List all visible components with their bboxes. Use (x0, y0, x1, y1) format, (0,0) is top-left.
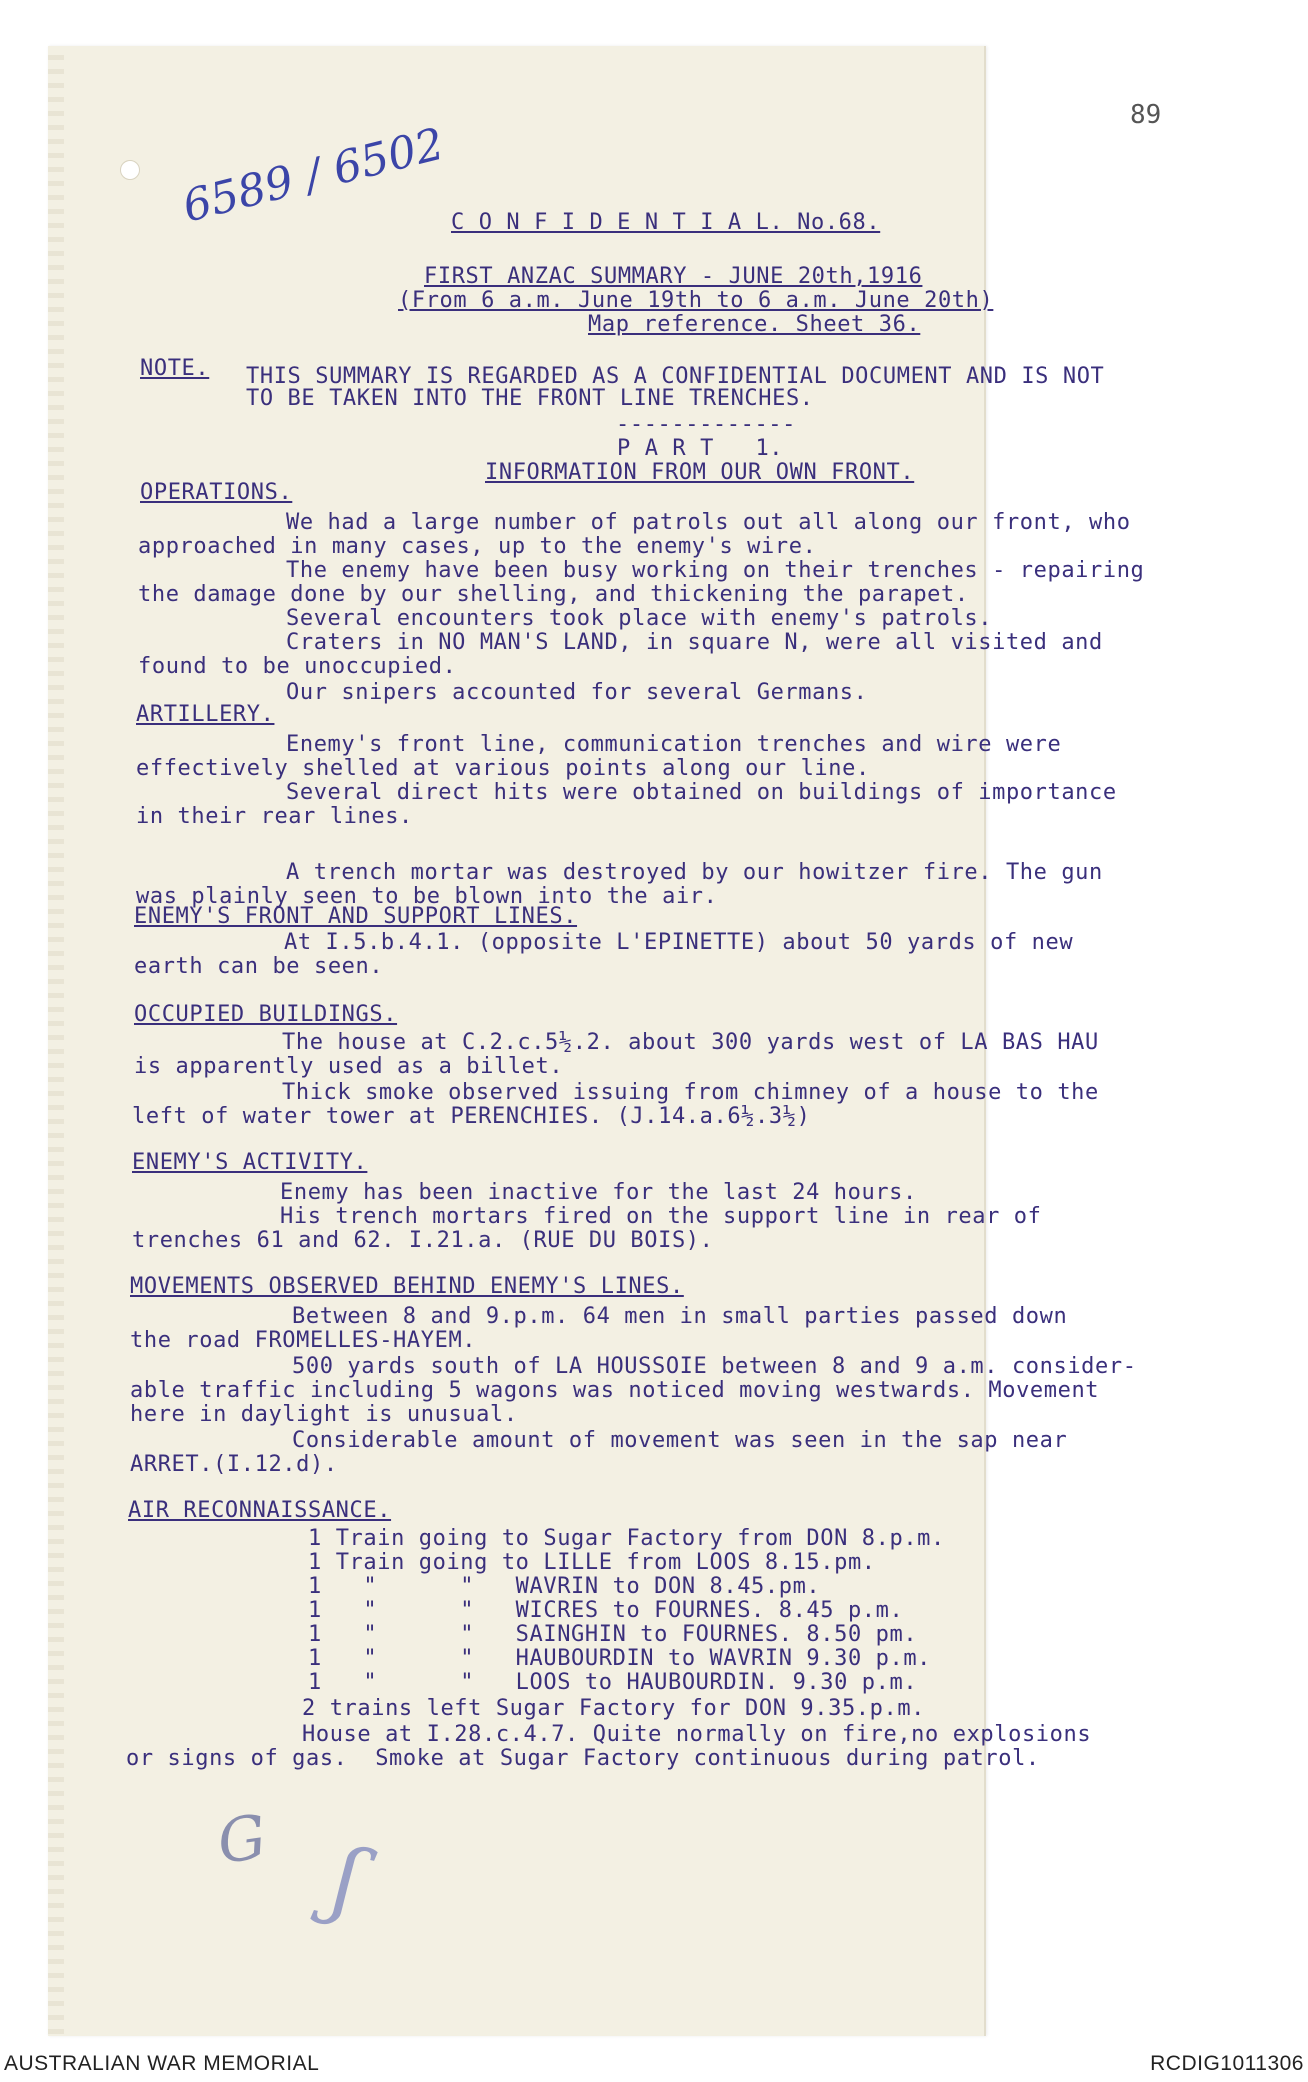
operations-line: The enemy have been busy working on their trenches - repairing (286, 558, 1145, 583)
enemy-lines-line: earth can be seen. (134, 954, 384, 979)
operations-heading: OPERATIONS. (140, 480, 293, 505)
summary-title: FIRST ANZAC SUMMARY - JUNE 20th,1916 (424, 264, 923, 289)
artillery-line: A trench mortar was destroyed by our howitzer fire. The gun (286, 860, 1103, 885)
movements-line: Considerable amount of movement was seen in the sap near (292, 1428, 1068, 1453)
operations-line: We had a large number of patrols out all along our front, who (286, 510, 1131, 535)
air-heading: AIR RECONNAISSANCE. (128, 1498, 392, 1523)
summary-period: (From 6 a.m. June 19th to 6 a.m. June 20th) (398, 288, 994, 313)
enemy-lines-line: At I.5.b.4.1. (opposite L'EPINETTE) about 50 yards of new (284, 930, 1074, 955)
artillery-line: Several direct hits were obtained on buildings of importance (286, 780, 1117, 805)
operations-line: approached in many cases, up to the enemy's wire. (138, 534, 817, 559)
handwritten-mark-icon: G (213, 1802, 271, 1878)
operations-line: found to be unoccupied. (138, 654, 457, 679)
operations-line: Several encounters took place with enemy's patrols. (286, 606, 993, 631)
buildings-heading: OCCUPIED BUILDINGS. (134, 1002, 398, 1027)
footer-archive-name: AUSTRALIAN WAR MEMORIAL (4, 2052, 320, 2075)
artillery-line: in their rear lines. (136, 804, 413, 829)
movements-line: Between 8 and 9.p.m. 64 men in small parties passed down (292, 1304, 1068, 1329)
punch-hole (120, 160, 140, 180)
activity-heading: ENEMY'S ACTIVITY. (132, 1150, 368, 1175)
note-label: NOTE. (140, 356, 210, 381)
page-number: 89 (1130, 100, 1162, 130)
operations-line: the damage done by our shelling, and thickening the parapet. (138, 582, 969, 607)
buildings-line: is apparently used as a billet. (134, 1054, 564, 1079)
movements-line: ARRET.(I.12.d). (130, 1452, 338, 1477)
buildings-line: left of water tower at PERENCHIES. (J.14.a.6½.3½) (132, 1104, 811, 1129)
map-reference: Map reference. Sheet 36. (588, 312, 921, 337)
artillery-line: effectively shelled at various points along our line. (136, 756, 870, 781)
part-subtitle: INFORMATION FROM OUR OWN FRONT. (485, 460, 915, 485)
artillery-line: Enemy's front line, communication trenches and wire were (286, 732, 1062, 757)
activity-line: His trench mortars fired on the support line in rear of (280, 1204, 1042, 1229)
air-line: 1 " " HAUBOURDIN to WAVRIN 9.30 p.m. (308, 1646, 932, 1671)
air-line: 1 " " WICRES to FOURNES. 8.45 p.m. (308, 1598, 904, 1623)
air-line: 1 Train going to LILLE from LOOS 8.15.pm. (308, 1550, 876, 1575)
handwritten-reference: 6589 / 6502 (177, 118, 449, 233)
movements-line: here in daylight is unusual. (130, 1402, 518, 1427)
air-line: 1 " " LOOS to HAUBOURDIN. 9.30 p.m. (308, 1670, 918, 1695)
movements-line: able traffic including 5 wagons was noticed moving westwards. Movement (130, 1378, 1100, 1403)
operations-line: Craters in NO MAN'S LAND, in square N, were all visited and (286, 630, 1103, 655)
confidential-heading: C O N F I D E N T I A L. No.68. (451, 210, 881, 235)
perforated-edge (48, 46, 64, 2036)
note-line-2: TO BE TAKEN INTO THE FRONT LINE TRENCHES. (246, 386, 814, 411)
artillery-line: was plainly seen to be blown into the air. (136, 884, 718, 909)
movements-line: the road FROMELLES-HAYEM. (130, 1328, 477, 1353)
footer-identifier: RCDIG1011306 (1150, 2052, 1304, 2075)
operations-line: Our snipers accounted for several Germans. (286, 680, 868, 705)
air-line: or signs of gas. Smoke at Sugar Factory continuous during patrol. (126, 1746, 1040, 1771)
buildings-line: Thick smoke observed issuing from chimney of a house to the (282, 1080, 1099, 1105)
air-line: House at I.28.c.4.7. Quite normally on fire,no explosions (302, 1722, 1092, 1747)
movements-heading: MOVEMENTS OBSERVED BEHIND ENEMY'S LINES. (130, 1274, 684, 1299)
buildings-line: The house at C.2.c.5½.2. about 300 yards west of LA BAS HAU (282, 1030, 1099, 1055)
movements-line: 500 yards south of LA HOUSSOIE between 8 and 9 a.m. consider- (292, 1354, 1137, 1379)
activity-line: trenches 61 and 62. I.21.a. (RUE DU BOIS). (132, 1228, 714, 1253)
air-line: 2 trains left Sugar Factory for DON 9.35.p.m. (302, 1696, 926, 1721)
activity-line: Enemy has been inactive for the last 24 hours. (280, 1180, 917, 1205)
artillery-heading: ARTILLERY. (136, 702, 275, 727)
enemy-lines-heading: ENEMY'S FRONT AND SUPPORT LINES. (134, 904, 578, 929)
air-line: 1 Train going to Sugar Factory from DON 8.p.m. (308, 1526, 945, 1551)
handwritten-scribble-icon: ʃ (324, 1828, 369, 1932)
air-line: 1 " " WAVRIN to DON 8.45.pm. (308, 1574, 821, 1599)
part-title: P A R T 1. (617, 436, 784, 461)
note-line-1: THIS SUMMARY IS REGARDED AS A CONFIDENTIAL DOCUMENT AND IS NOT (246, 364, 1105, 389)
note-rule: ------------- (616, 412, 796, 437)
air-line: 1 " " SAINGHIN to FOURNES. 8.50 pm. (308, 1622, 918, 1647)
